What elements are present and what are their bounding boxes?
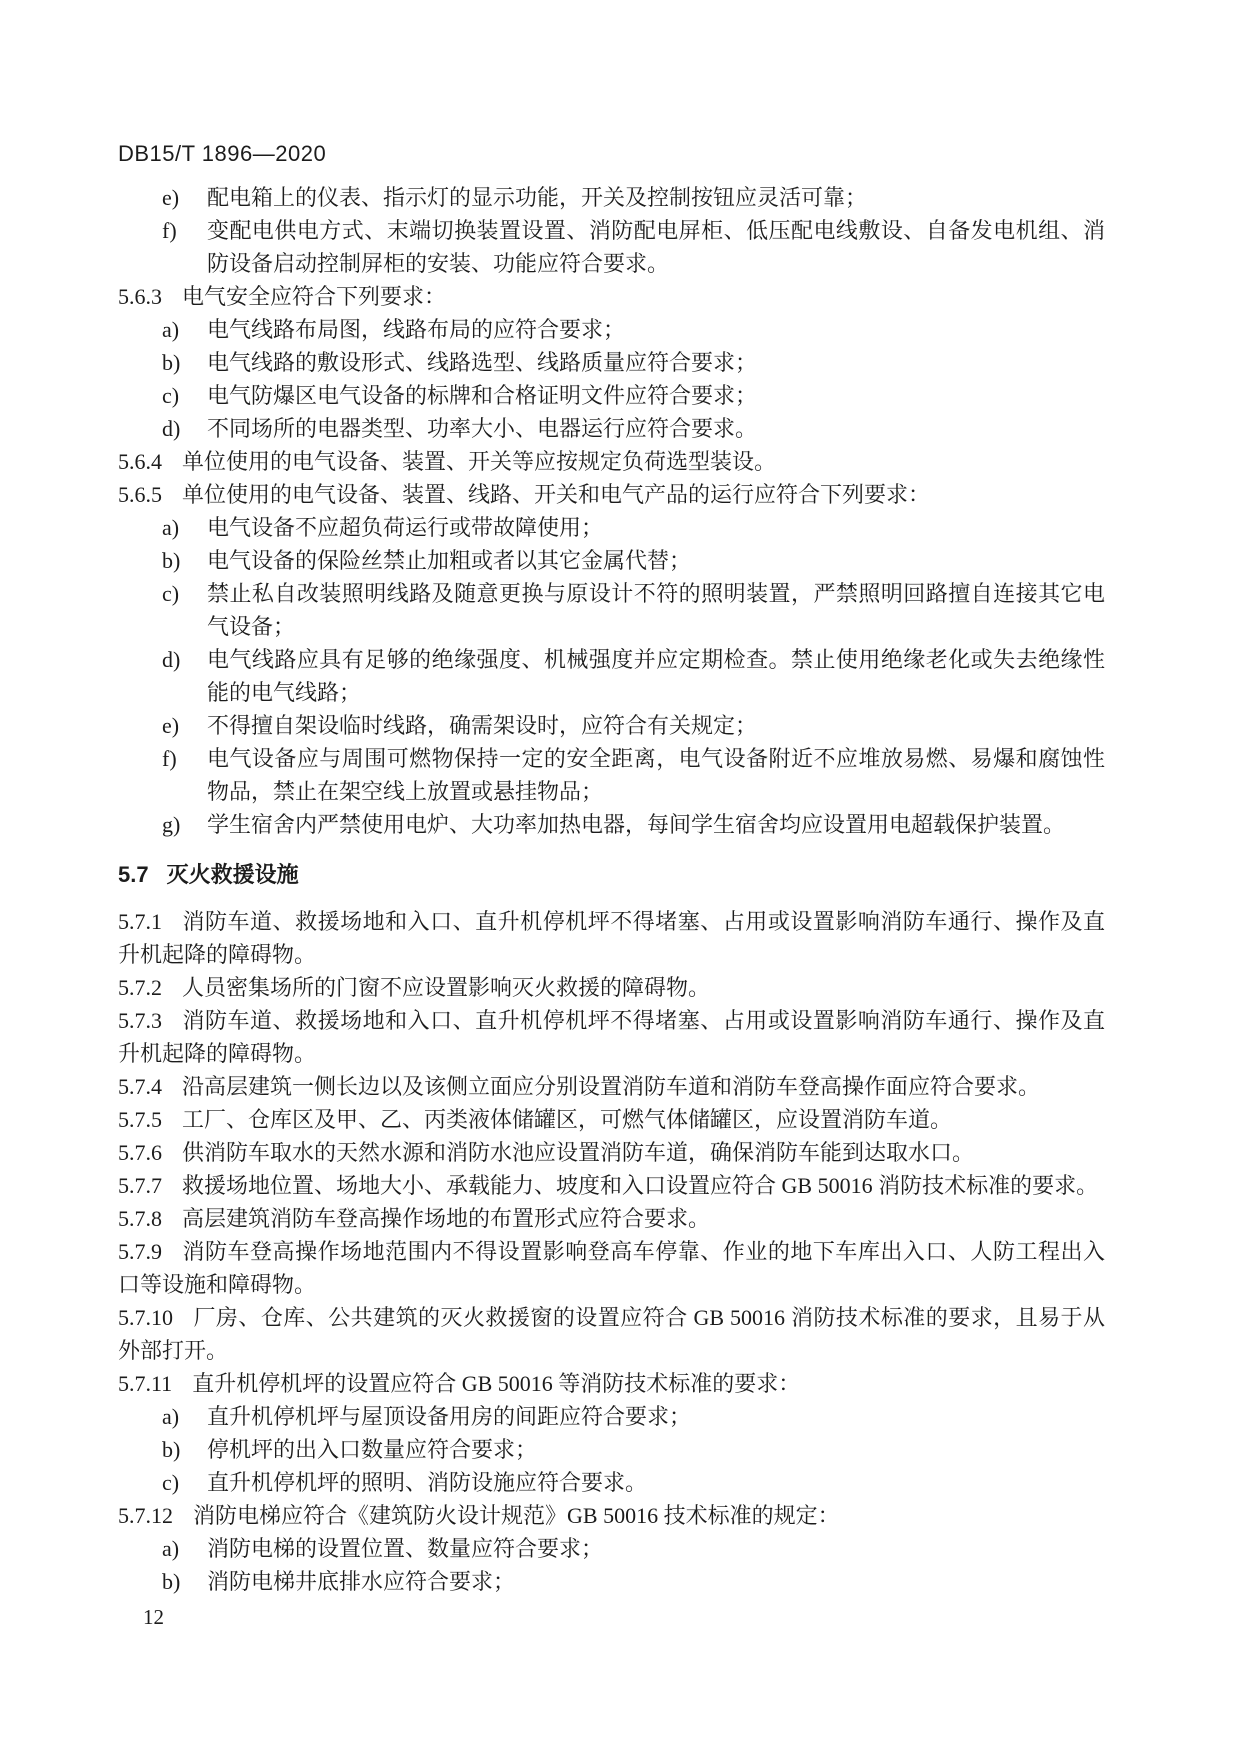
clause-number: 5.7.3 — [118, 1008, 162, 1033]
section-heading — [118, 858, 1105, 891]
section-heading-title: 灭火救援设施 — [166, 862, 299, 887]
clause-5.7.10 — [118, 1301, 1105, 1367]
clause-5.6.5 — [118, 478, 1105, 511]
list-item-marker: f) — [162, 218, 177, 243]
list-item-text: 直升机停机坪的照明、消防设施应符合要求。 — [207, 1470, 648, 1495]
clause-text: 厂房、仓库、公共建筑的灭火救援窗的设置应符合 GB 50016 消防技术标准的要求，且易于从外部打开。 — [118, 1305, 1105, 1363]
clause-number: 5.6.5 — [118, 482, 162, 507]
list-item-text: 消防电梯井底排水应符合要求； — [207, 1569, 516, 1594]
list-item — [118, 214, 1105, 280]
list-item — [118, 346, 1105, 379]
clause-text: 救援场地位置、场地大小、承载能力、坡度和入口设置应符合 GB 50016 消防技术标准的要求。 — [182, 1173, 1099, 1198]
clause-5.7.1 — [118, 905, 1105, 971]
list-item-text: 电气设备不应超负荷运行或带故障使用； — [207, 515, 604, 540]
list-item-marker: d) — [162, 647, 181, 672]
clause-5.7.5 — [118, 1103, 1105, 1136]
clause-text: 消防车道、救援场地和入口、直升机停机坪不得堵塞、占用或设置影响消防车通行、操作及直升机起降的障碍物。 — [118, 1008, 1105, 1066]
clause-5.7.6 — [118, 1136, 1105, 1169]
list-item — [118, 742, 1105, 808]
list-item-text: 电气线路应具有足够的绝缘强度、机械强度并应定期检查。禁止使用绝缘老化或失去绝缘性能的电气线路； — [207, 647, 1105, 705]
list-item-text: 电气线路的敷设形式、线路选型、线路质量应符合要求； — [207, 350, 758, 375]
list-item-marker: e) — [162, 185, 180, 210]
list-item-text: 学生宿舍内严禁使用电炉、大功率加热电器，每间学生宿舍均应设置用电超载保护装置。 — [207, 812, 1066, 837]
clause-number: 5.7.8 — [118, 1206, 162, 1231]
list-item-text: 电气设备的保险丝禁止加粗或者以其它金属代替； — [207, 548, 692, 573]
list-item-marker: b) — [162, 548, 181, 573]
list-item-text: 电气线路布局图，线路布局的应符合要求； — [207, 317, 626, 342]
document-header — [118, 141, 326, 167]
list-item-text: 不得擅自架设临时线路，确需架设时，应符合有关规定； — [207, 713, 758, 738]
list-item-marker: a) — [162, 1404, 180, 1429]
list-item-marker: c) — [162, 383, 180, 408]
clause-number: 5.7.4 — [118, 1074, 162, 1099]
list-item — [118, 1466, 1105, 1499]
clause-number: 5.7.1 — [118, 909, 162, 934]
clause-text: 工厂、仓库区及甲、乙、丙类液体储罐区，可燃气体储罐区，应设置消防车道。 — [182, 1107, 953, 1132]
list-item-marker: a) — [162, 1536, 180, 1561]
list-item — [118, 511, 1105, 544]
clause-number: 5.7.7 — [118, 1173, 162, 1198]
clause-5.7.2 — [118, 971, 1105, 1004]
list-item — [118, 1400, 1105, 1433]
list-item — [118, 709, 1105, 742]
clause-5.7.7 — [118, 1169, 1105, 1202]
clause-text: 单位使用的电气设备、装置、线路、开关和电气产品的运行应符合下列要求： — [182, 482, 931, 507]
clause-5.6.3 — [118, 280, 1105, 313]
clause-5.7.11 — [118, 1367, 1105, 1400]
section-heading-number: 5.7 — [118, 862, 149, 887]
clause-text: 沿高层建筑一侧长边以及该侧立面应分别设置消防车道和消防车登高操作面应符合要求。 — [182, 1074, 1041, 1099]
clause-number: 5.7.9 — [118, 1239, 162, 1264]
list-item-text: 禁止私自改装照明线路及随意更换与原设计不符的照明装置，严禁照明回路擅自连接其它电气设备； — [207, 581, 1105, 639]
clause-text: 消防电梯应符合《建筑防火设计规范》GB 50016 技术标准的规定： — [193, 1503, 840, 1528]
clause-number: 5.7.2 — [118, 975, 162, 1000]
clause-number: 5.7.12 — [118, 1503, 173, 1528]
list-item — [118, 1433, 1105, 1466]
list-item — [118, 577, 1105, 643]
clause-number: 5.7.11 — [118, 1371, 173, 1396]
clause-number: 5.7.5 — [118, 1107, 162, 1132]
clause-5.6.4 — [118, 445, 1105, 478]
list-item-marker: b) — [162, 350, 181, 375]
list-item — [118, 808, 1105, 841]
clause-text: 高层建筑消防车登高操作场地的布置形式应符合要求。 — [182, 1206, 711, 1231]
list-item-text: 电气设备应与周围可燃物保持一定的安全距离，电气设备附近不应堆放易燃、易爆和腐蚀性物品，禁止在架空线上放置或悬挂物品； — [207, 746, 1105, 804]
document-code: DB15/T 1896—2020 — [118, 141, 327, 166]
list-item-marker: c) — [162, 1470, 180, 1495]
list-item-text: 不同场所的电器类型、功率大小、电器运行应符合要求。 — [207, 416, 758, 441]
list-item-text: 消防电梯的设置位置、数量应符合要求； — [207, 1536, 604, 1561]
page-number: 12 — [143, 1605, 164, 1629]
clause-text: 消防车登高操作场地范围内不得设置影响登高车停靠、作业的地下车库出入口、人防工程出入口等设施和障碍物。 — [118, 1239, 1105, 1297]
list-item-text: 直升机停机坪与屋顶设备用房的间距应符合要求； — [207, 1404, 692, 1429]
list-item — [118, 1532, 1105, 1565]
list-item — [118, 1565, 1105, 1598]
list-item — [118, 412, 1105, 445]
clause-text: 消防车道、救援场地和入口、直升机停机坪不得堵塞、占用或设置影响消防车通行、操作及直升机起降的障碍物。 — [118, 909, 1105, 967]
list-item-marker: f) — [162, 746, 177, 771]
list-item — [118, 544, 1105, 577]
list-item-marker: a) — [162, 317, 180, 342]
clause-number: 5.6.3 — [118, 284, 162, 309]
document-footer — [143, 1605, 164, 1630]
clause-5.7.9 — [118, 1235, 1105, 1301]
clause-5.7.8 — [118, 1202, 1105, 1235]
clause-text: 电气安全应符合下列要求： — [182, 284, 447, 309]
clause-text: 单位使用的电气设备、装置、开关等应按规定负荷选型装设。 — [182, 449, 777, 474]
clause-5.7.12 — [118, 1499, 1105, 1532]
clause-number: 5.7.6 — [118, 1140, 162, 1165]
list-item-text: 停机坪的出入口数量应符合要求； — [207, 1437, 538, 1462]
list-item — [118, 313, 1105, 346]
list-item-text: 电气防爆区电气设备的标牌和合格证明文件应符合要求； — [207, 383, 758, 408]
clause-5.7.4 — [118, 1070, 1105, 1103]
list-item-marker: g) — [162, 812, 181, 837]
list-item — [118, 181, 1105, 214]
clause-text: 人员密集场所的门窗不应设置影响灭火救援的障碍物。 — [182, 975, 711, 1000]
list-item-marker: a) — [162, 515, 180, 540]
list-item-marker: b) — [162, 1569, 181, 1594]
list-item-marker: b) — [162, 1437, 181, 1462]
document-body — [118, 181, 1105, 1598]
clause-number: 5.6.4 — [118, 449, 162, 474]
list-item — [118, 379, 1105, 412]
list-item-text: 变配电供电方式、末端切换装置设置、消防配电屏柜、低压配电线敷设、自备发电机组、消防设备启动控制屏柜的安装、功能应符合要求。 — [207, 218, 1105, 276]
list-item-marker: c) — [162, 581, 180, 606]
list-item-marker: e) — [162, 713, 180, 738]
list-item-text: 配电箱上的仪表、指示灯的显示功能，开关及控制按钮应灵活可靠； — [207, 185, 868, 210]
clause-5.7.3 — [118, 1004, 1105, 1070]
clause-text: 直升机停机坪的设置应符合 GB 50016 等消防技术标准的要求： — [192, 1371, 801, 1396]
list-item-marker: d) — [162, 416, 181, 441]
clause-number: 5.7.10 — [118, 1305, 173, 1330]
clause-text: 供消防车取水的天然水源和消防水池应设置消防车道，确保消防车能到达取水口。 — [182, 1140, 975, 1165]
list-item — [118, 643, 1105, 709]
